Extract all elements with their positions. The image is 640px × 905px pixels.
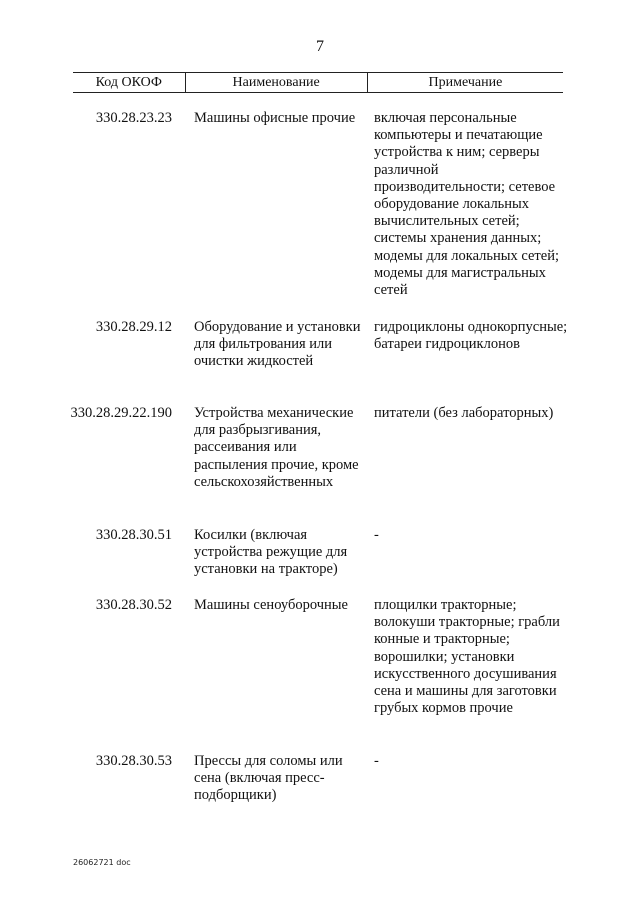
row-code: 330.28.30.51 [95,527,172,543]
row-name: Устройства механические для разбрызгивания, рассеивания или распыления прочие, кроме сельскохозяйственных [194,405,359,490]
row-note: - [374,527,379,543]
header-name: Наименование [185,73,367,92]
row-name: Машины офисные прочие [194,110,356,126]
page-number: 7 [316,38,324,55]
row-note: питатели (без лабораторных) [374,405,554,421]
header-code: Код ОКОФ [95,75,162,90]
header-note: Примечание [367,73,563,92]
document-footer: 26062721 doc [73,858,131,867]
row-name: Косилки (включая устройства режущие для установки на тракторе) [194,527,348,578]
row-note: площилки тракторные; волокуши тракторные; грабли конные и тракторные; ворошилки; установки искусственного досушивания сена и машины для заготовки грубых кормов прочие [374,597,560,717]
row-code: 330.28.29.22.190 [70,405,172,421]
row-code: 330.28.23.23 [95,110,172,126]
row-code: 330.28.29.12 [95,319,172,335]
table-header [73,72,563,93]
row-note: включая персональные компьютеры и печатающие устройства к ним; серверы различной производительности; сетевое оборудование локальных вычислительных сетей; системы хранения данных; модемы для локальных сетей; модемы для магистральных сетей [374,110,559,299]
row-name: Прессы для соломы или сена (включая пресс-подборщики) [194,753,343,804]
row-code: 330.28.30.52 [95,597,172,613]
row-note: - [374,753,379,769]
row-name: Машины сеноуборочные [194,597,348,613]
row-name: Оборудование и установки для фильтрования или очистки жидкостей [194,319,361,370]
row-code: 330.28.30.53 [95,753,172,769]
row-note: гидроциклоны однокорпусные; батареи гидроциклонов [374,319,568,353]
